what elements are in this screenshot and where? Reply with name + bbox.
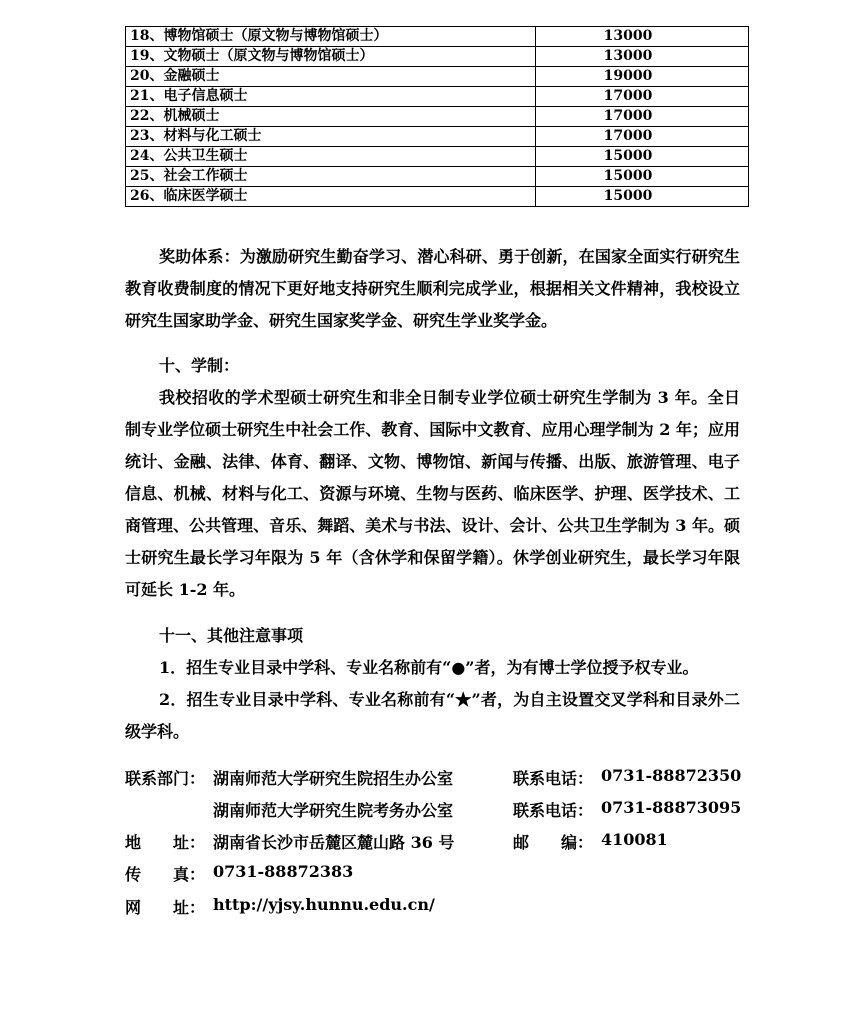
contact-phone-label-2: 联系电话： (513, 801, 594, 820)
tuition-fee-cell: 19000 (536, 67, 749, 87)
program-name-cell: 25、社会工作硕士 (126, 167, 536, 187)
fee-table-row (126, 87, 749, 107)
fee-table-row (126, 147, 749, 167)
tuition-fee-cell: 15000 (536, 147, 749, 167)
program-name-cell: 18、博物馆硕士（原文物与博物馆硕士） (126, 27, 536, 47)
address-label: 地 址： (125, 833, 206, 852)
section-11-heading: 十一、其他注意事项 (159, 626, 304, 645)
website-label: 网 址： (125, 898, 206, 917)
reward-paragraph: 奖助体系：为激励研究生勤奋学习、潜心科研、勇于创新，在国家全面实行研究生教育收费制度的情况下更好地支持研究生顺利完成学业，根据相关文件精神，我校设立研究生国家助学金、研究生国家奖学金、研究生学业奖学金。 (125, 247, 740, 330)
tuition-fee-cell: 17000 (536, 127, 749, 147)
fee-table-row (126, 107, 749, 127)
fee-table-row (126, 187, 749, 207)
program-name-cell: 26、临床医学硕士 (126, 187, 536, 207)
fax-label: 传 真： (125, 865, 206, 884)
program-name-cell: 20、金融硕士 (126, 67, 536, 87)
contact-phone-2: 0731-88873095 (601, 798, 742, 817)
section-10-paragraph: 我校招收的学术型硕士研究生和非全日制专业学位硕士研究生学制为 3 年。全日制专业学位硕士研究生中社会工作、教育、国际中文教育、应用心理学制为 2 年；应用统计、金融、法律、体育、翻译、文物、博物馆、新闻与传播、出版、旅游管理、电子信息、机械、材料与化工、资源与环境、生物与医药、临床医学、护理、医学技术、工商管理、公共管理、音乐、舞蹈、美术与书法、设计、会计、公共卫生学制为 3 年。硕士研究生最长学习年限为 5 年（含休学和保留学籍）。休学创业研究生，最长学习年限可延长 1-2 年。 (125, 388, 740, 599)
program-name-cell: 19、文物硕士（原文物与博物馆硕士） (126, 47, 536, 67)
tuition-fee-table-body (126, 27, 749, 207)
contact-dept-2: 湖南师范大学研究生院考务办公室 (213, 801, 454, 820)
postcode-value: 410081 (601, 830, 668, 849)
fee-table-row (126, 127, 749, 147)
tuition-fee-cell: 17000 (536, 107, 749, 127)
tuition-fee-cell: 13000 (536, 27, 749, 47)
fee-table-row (126, 67, 749, 87)
contact-phone-1: 0731-88872350 (601, 766, 742, 785)
program-name-cell: 22、机械硕士 (126, 107, 536, 127)
contact-dept-1: 湖南师范大学研究生院招生办公室 (213, 769, 454, 788)
reward-section (125, 241, 740, 337)
fax-value: 0731-88872383 (213, 862, 354, 881)
tuition-fee-cell: 17000 (536, 87, 749, 107)
note-item-1: 1．招生专业目录中学科、专业名称前有“●”者，为有博士学位授予权专业。 (159, 658, 699, 677)
section-duration (125, 350, 740, 606)
address-value: 湖南省长沙市岳麓区麓山路 36 号 (213, 833, 455, 852)
tuition-fee-table (125, 26, 749, 207)
section-10-heading: 十、学制： (159, 356, 240, 375)
fee-table-row (126, 47, 749, 67)
contact-phone-label-1: 联系电话： (513, 769, 594, 788)
program-name-cell: 23、材料与化工硕士 (126, 127, 536, 147)
tuition-fee-cell: 13000 (536, 47, 749, 67)
tuition-fee-cell: 15000 (536, 187, 749, 207)
program-name-cell: 24、公共卫生硕士 (126, 147, 536, 167)
postcode-label: 邮 编： (513, 833, 594, 852)
contact-dept-label: 联系部门： (125, 769, 206, 788)
fee-table-row (126, 167, 749, 187)
note-item-2: 2．招生专业目录中学科、专业名称前有“★”者，为自主设置交叉学科和目录外二级学科。 (125, 690, 740, 741)
website-link[interactable]: http://yjsy.hunnu.edu.cn/ (213, 895, 435, 914)
tuition-fee-cell: 15000 (536, 167, 749, 187)
fee-table-row (126, 27, 749, 47)
section-notes (125, 620, 740, 748)
program-name-cell: 21、电子信息硕士 (126, 87, 536, 107)
